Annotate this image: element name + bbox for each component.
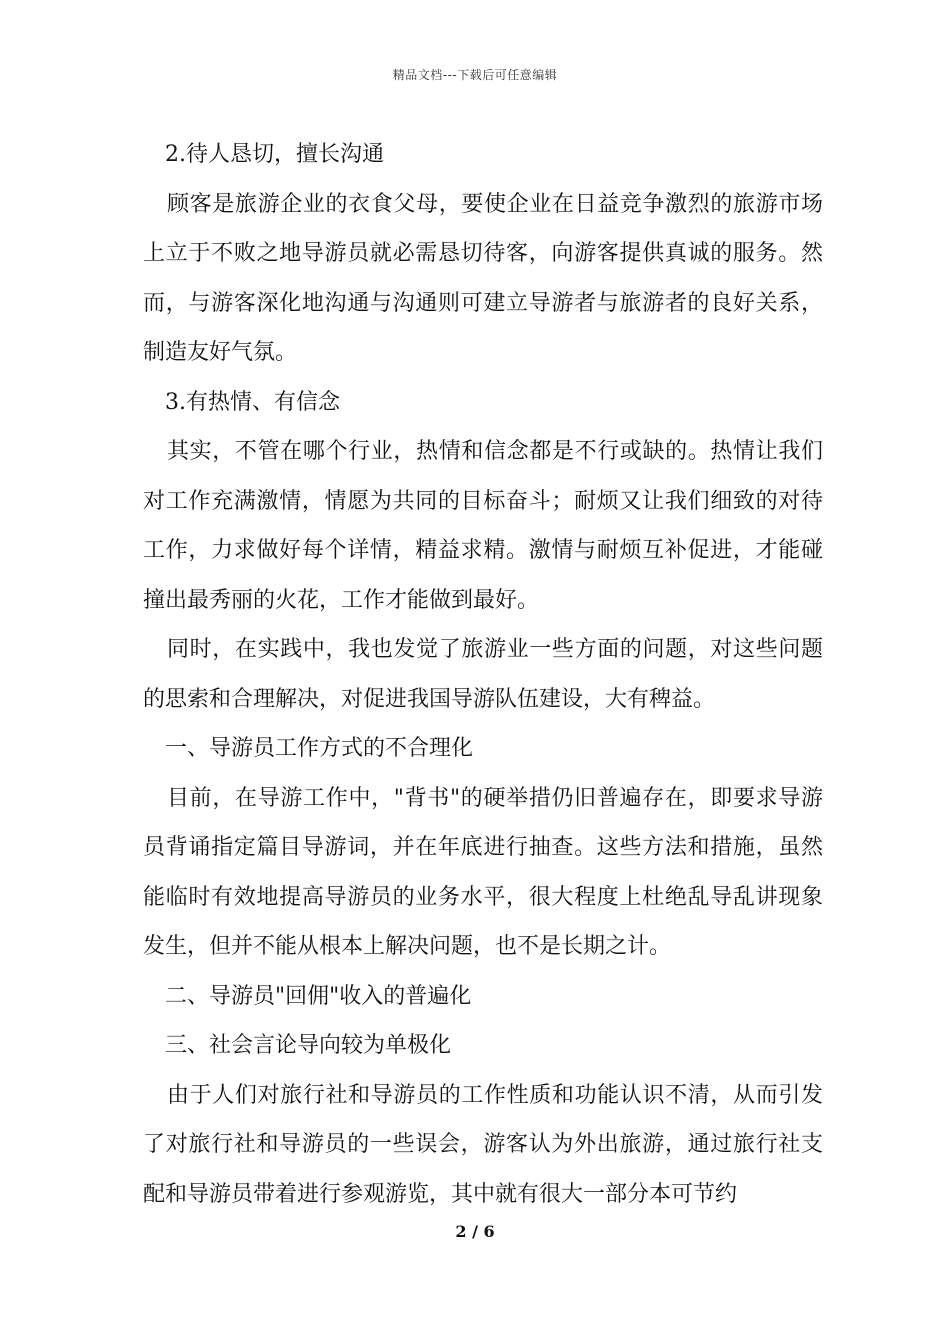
body-paragraph: 同时，在实践中，我也发觉了旅游业一些方面的问题，对这些问题的思索和合理解决，对促进我国导游队伍建设，大有稗益。 [143,637,823,712]
body-paragraph: 其实，不管在哪个行业，热情和信念都是不行或缺的。热情让我们对工作充满激情，情愿为共同的目标奋斗；耐烦又让我们细致的对待工作，力求做好每个详情，精益求精。激情与耐烦互补促进，才能碰撞出最秀丽的火花，工作才能做到最好。 [143,439,823,613]
body-paragraph: 顾客是旅游企业的衣食父母，要使企业在日益竞争激烈的旅游市场上立于不败之地导游员就必需恳切待客，向游客提供真诚的服务。然而，与游客深化地沟通与沟通则可建立导游者与旅游者的良好关系，制造友好气氛。 [143,191,823,365]
section-heading: 三、社会言论导向较为单极化 [165,1033,452,1058]
body-paragraph: 由于人们对旅行社和导游员的工作性质和功能认识不清，从而引发了对旅行社和导游员的一些误会，游客认为外出旅游，通过旅行社支配和导游员带着进行参观游览，其中就有很大一部分本可节约 [143,1082,823,1207]
section-heading: 2.待人恳切，擅长沟通 [165,142,384,167]
page-header: 精品文档---下载后可任意编辑 [392,68,558,82]
body-paragraph: 目前，在导游工作中，"背书"的硬举措仍旧普遍存在，即要求导游员背诵指定篇目导游词，并在年底进行抽查。这些方法和措施，虽然能临时有效地提高导游员的业务水平，很大程度上杜绝乱导乱讲现象发生，但并不能从根本上解决问题，也不是长期之计。 [143,785,823,959]
section-heading: 二、导游员"回佣"收入的普遍化 [165,983,472,1009]
section-heading: 一、导游员工作方式的不合理化 [165,736,474,761]
page-number: 2 / 6 [455,1222,495,1241]
section-heading: 3.有热情、有信念 [165,389,340,415]
document-body [143,130,823,1219]
